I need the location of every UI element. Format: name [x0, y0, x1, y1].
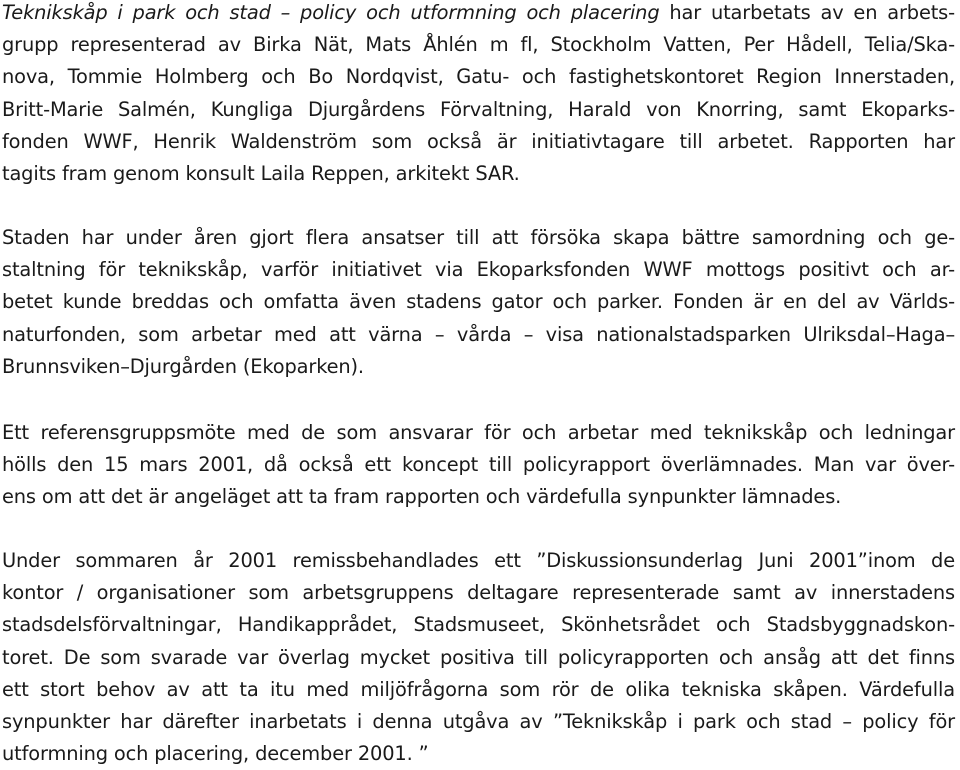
- text-line: Brunnsviken–Djurgården (Ekoparken).: [2, 354, 364, 378]
- text-line: Under sommaren år 2001 remissbehandlades ett ”Diskussionsunderlag Juni 2001”inom de: [2, 549, 955, 572]
- paragraph-background: [2, 222, 955, 383]
- text-line: ens om att det är angeläget att ta fram rapporten och värdefulla synpunkter lämnades.: [2, 485, 842, 509]
- paragraph-credits: [2, 0, 955, 190]
- text-line: fonden WWF, Henrik Waldenström som också är initiativtagare till arbetet. Rapporten har: [2, 129, 955, 153]
- text-line: hölls den 15 mars 2001, då också ett koncept till policyrapport överlämnades. Man var över-: [2, 453, 955, 477]
- text-line: kontor / organisationer som arbetsgruppens deltagare representerade samt av innerstadens: [2, 581, 955, 605]
- text-line: toret. De som svarade var överlag mycket positiva till policyrapporten och ansåg att det finns: [2, 645, 955, 669]
- text-line: stadsdelsförvaltningar, Handikapprådet, Stadsmuseet, Skönhetsrådet och Stadsbyggnadskon-: [2, 613, 955, 637]
- paragraph-consultation: [2, 545, 955, 770]
- text-line: betet kunde breddas och omfatta även stadens gator och parker. Fonden är en del av Världs-: [2, 290, 955, 314]
- text-line: Teknikskåp i park och stad – policy och utformning och placering har utarbetats av en arbets-: [2, 1, 955, 24]
- text-line: synpunkter har därefter inarbetats i denna utgåva av ”Teknikskåp i park och stad – policy för: [2, 709, 955, 733]
- text-line: naturfonden, som arbetar med att värna – vårda – visa nationalstadsparken Ulriksdal–Haga–: [2, 322, 955, 346]
- text-line: grupp representerad av Birka Nät, Mats Åhlén m fl, Stockholm Vatten, Per Hådell, Telia/Ska-: [2, 33, 955, 57]
- text-line: Staden har under åren gjort flera ansatser till att försöka skapa bättre samordning och ge-: [2, 226, 955, 249]
- text-line: utformning och placering, december 2001. ”: [2, 742, 429, 766]
- report-title-italic: Teknikskåp i park och stad – policy och utformning och placering: [2, 1, 660, 24]
- text-line: staltning för teknikskåp, varför initiativet via Ekoparksfonden WWF mottogs positivt och ar-: [2, 258, 955, 282]
- text-line: Ett referensgruppsmöte med de som ansvarar för och arbetar med teknikskåp och ledningar: [2, 421, 955, 444]
- text-line: tagits fram genom konsult Laila Reppen, arkitekt SAR.: [2, 161, 520, 185]
- text-line: ett stort behov av att ta itu med miljöfrågorna som rör de olika tekniska skåpen. Värdefulla: [2, 677, 955, 701]
- paragraph-reference-meeting: [2, 417, 955, 514]
- text-line: Britt-Marie Salmén, Kungliga Djurgårdens Förvaltning, Harald von Knorring, samt Ekoparks-: [2, 97, 955, 121]
- text-line: nova, Tommie Holmberg och Bo Nordqvist, Gatu- och fastighetskontoret Region Innerstaden,: [2, 65, 955, 89]
